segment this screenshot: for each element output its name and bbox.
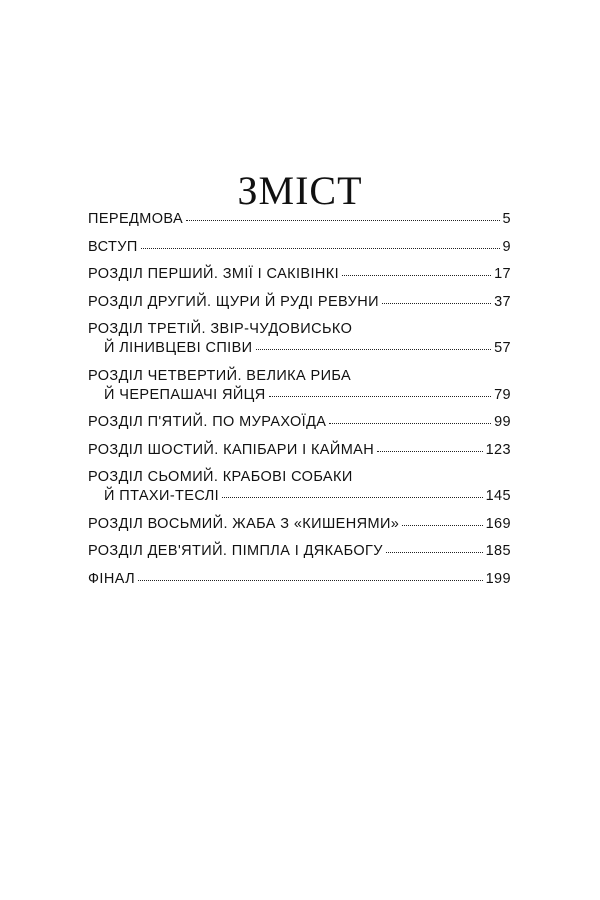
- toc-entry-line: [88, 367, 511, 386]
- toc-page-number: 37: [494, 293, 511, 310]
- toc-entry-line: [88, 339, 511, 358]
- dot-leader: [329, 423, 491, 424]
- toc-entry-line: [88, 293, 511, 312]
- toc-entry-title: РОЗДІЛ ДРУГИЙ. ЩУРИ Й РУДІ РЕВУНИ: [88, 293, 379, 310]
- toc-page-number: 79: [494, 386, 511, 403]
- dot-leader: [141, 248, 500, 249]
- toc-entry[interactable]: [88, 367, 511, 405]
- toc-entry-line: [88, 515, 511, 534]
- toc-entry[interactable]: [88, 413, 511, 432]
- toc-entry[interactable]: [88, 468, 511, 506]
- toc-page-number: 9: [502, 238, 511, 255]
- page-title: ЗМІСТ: [237, 167, 363, 213]
- toc-page-number: 57: [494, 340, 511, 356]
- toc-entry[interactable]: [88, 293, 511, 312]
- toc-entry-line: [88, 441, 511, 460]
- toc-entry[interactable]: [88, 542, 511, 561]
- toc-entry[interactable]: [88, 570, 511, 589]
- toc-entry-line: [88, 413, 511, 432]
- toc-entry-title: РОЗДІЛ СЬОМИЙ. КРАБОВІ СОБАКИ: [88, 469, 353, 485]
- toc-entry[interactable]: [88, 238, 511, 257]
- toc-entry-title: РОЗДІЛ ШОСТИЙ. КАПІБАРИ І КАЙМАН: [88, 441, 375, 458]
- toc-page-number: 99: [494, 414, 511, 430]
- toc-entry-title: РОЗДІЛ ДЕВ'ЯТИЙ. ПІМПЛА І ДЯКАБОГУ: [88, 543, 383, 559]
- toc-entry-title: РОЗДІЛ ПЕРШИЙ. ЗМІЇ І САКІВІНКІ: [88, 266, 340, 282]
- toc-page-number: 17: [494, 266, 511, 282]
- toc-entry[interactable]: [88, 441, 511, 460]
- toc-page-number: 199: [485, 570, 511, 587]
- toc-page-number: 185: [485, 543, 511, 559]
- toc-entry-title: ПЕРЕДМОВА: [88, 211, 184, 227]
- toc-entry-line: [88, 386, 511, 405]
- dot-leader: [377, 451, 482, 452]
- toc-entry-title: Й ЧЕРЕПАШАЧІ ЯЙЦЯ: [104, 386, 266, 403]
- toc-entry-title: Й ПТАХИ-ТЕСЛІ: [104, 488, 220, 504]
- toc-page-number: 5: [502, 211, 511, 227]
- toc-entry-line: [88, 487, 511, 506]
- toc-entry-title: РОЗДІЛ П'ЯТИЙ. ПО МУРАХОЇДА: [88, 414, 327, 430]
- toc-entry-line: [88, 320, 511, 339]
- toc-entry[interactable]: [88, 265, 511, 284]
- table-of-contents: [88, 210, 511, 597]
- toc-entry-line: [88, 265, 511, 284]
- dot-leader: [222, 497, 482, 498]
- dot-leader: [269, 396, 491, 397]
- toc-entry-title: Й ЛІНИВЦЕВІ СПІВИ: [104, 340, 253, 356]
- dot-leader: [386, 552, 483, 553]
- toc-entry[interactable]: [88, 515, 511, 534]
- toc-entry-title: РОЗДІЛ ВОСЬМИЙ. ЖАБА З «КИШЕНЯМИ»: [88, 515, 400, 532]
- toc-entry[interactable]: [88, 320, 511, 358]
- toc-entry-line: [88, 570, 511, 589]
- toc-entry-line: [88, 210, 511, 229]
- toc-page-number: 169: [485, 515, 511, 532]
- dot-leader: [138, 580, 483, 581]
- toc-page-number: 123: [485, 441, 511, 458]
- dot-leader: [256, 349, 492, 350]
- toc-entry-title: РОЗДІЛ ТРЕТІЙ. ЗВІР-ЧУДОВИСЬКО: [88, 321, 353, 337]
- toc-entry-title: РОЗДІЛ ЧЕТВЕРТИЙ. ВЕЛИКА РИБА: [88, 367, 352, 384]
- toc-entry-line: [88, 468, 511, 487]
- dot-leader: [402, 525, 482, 526]
- dot-leader: [342, 275, 491, 276]
- dot-leader: [382, 303, 491, 304]
- toc-entry-title: ФІНАЛ: [88, 570, 136, 587]
- toc-page-number: 145: [485, 488, 511, 504]
- toc-entry-line: [88, 542, 511, 561]
- dot-leader: [186, 220, 499, 221]
- toc-entry[interactable]: [88, 210, 511, 229]
- toc-entry-line: [88, 238, 511, 257]
- toc-entry-title: ВСТУП: [88, 238, 138, 255]
